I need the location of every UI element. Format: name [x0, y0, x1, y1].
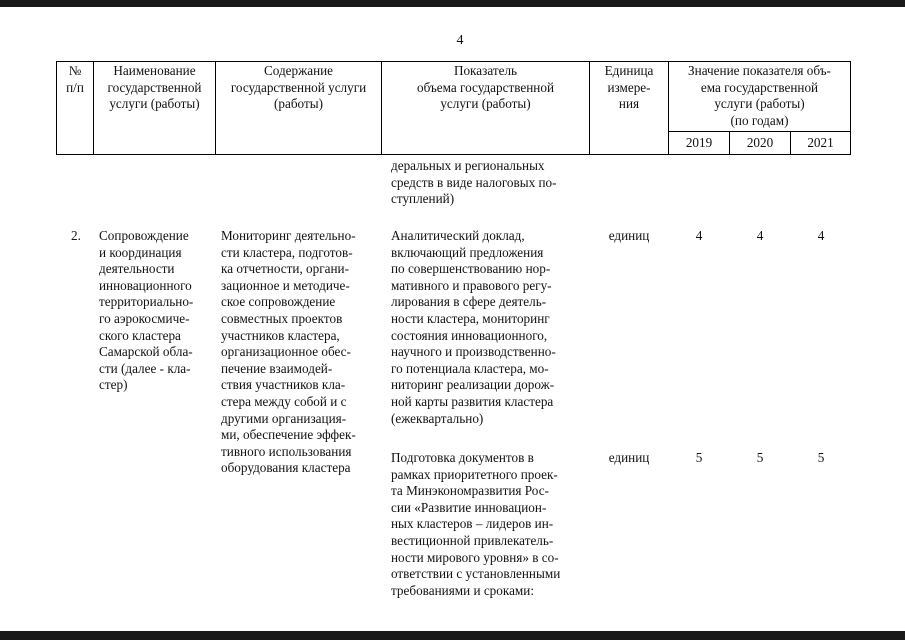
indicator-value-2021-2: 5 [817, 450, 825, 465]
scan-top-border [0, 0, 905, 7]
header-year-2021: 2021 [807, 135, 834, 150]
indicator-text-2: Подготовка документов в рамках приоритетного проек- та Минэкономразвития Рос- сии «Развитие инновацион- ных кластеров – лидеров ин- вестиционной привлекатель- ности мирового уровня» в со- ответствии с установленными требованиями и сроками: [391, 450, 561, 598]
indicator-value-2020-1: 4 [756, 228, 764, 243]
indicator-value-2021-1: 4 [817, 228, 825, 243]
indicator-unit-1: единиц [608, 228, 650, 243]
row-service-content: Мониторинг деятельно- сти кластера, подготов- ка отчетности, органи- зационное и методиче- ское сопровождение совместных проектов участников кластера, организационное обес- печение взаимодей- ствия участников кла- стера между собой и с другими организация- ми, обеспечение эффек- тивного использования оборудования кластера [221, 228, 356, 476]
header-year-2020: 2020 [746, 135, 774, 150]
header-year-2019: 2019 [685, 135, 713, 150]
header-col-value-subtitle: (по годам) [730, 113, 789, 128]
header-col-unit: Единица измере- ния [604, 63, 654, 112]
header-col-service-content: Содержание государственной услуги (работы) [230, 63, 367, 112]
page-number: 4 [456, 33, 464, 48]
indicator-text-1: Аналитический доклад, включающий предложения по совершенствованию нор- мативного и правового регу- лирования в сфере деятель- ности кластера, мониторинг состояния инновационного, научного и производственно- го потенциала кластера, мо- ниторинг реализации дорож- ной карты развития кластера (ежеквартально) [391, 228, 556, 426]
header-col-value-title: Значение показателя объ- ема государственной услуги (работы) [688, 63, 831, 112]
indicator-unit-2: единиц [608, 450, 650, 465]
header-col-service-name: Наименование государственной услуги (работы) [107, 63, 202, 112]
scan-bottom-border [0, 631, 905, 640]
continuation-text: деральных и региональных средств в виде налоговых по- ступлений) [391, 158, 557, 207]
header-col-number: № п/п [66, 63, 84, 95]
indicator-value-2019-2: 5 [695, 450, 703, 465]
indicator-value-2019-1: 4 [695, 228, 703, 243]
row-number: 2. [71, 228, 81, 243]
row-service-name: Сопровождение и координация деятельности инновационного территориально- го аэрокосмиче- ского кластера Самарской обла- сти (далее - кла- стер) [99, 228, 194, 393]
header-col-indicator: Показатель объема государственной услуги (работы) [416, 63, 555, 112]
indicator-value-2020-2: 5 [756, 450, 764, 465]
